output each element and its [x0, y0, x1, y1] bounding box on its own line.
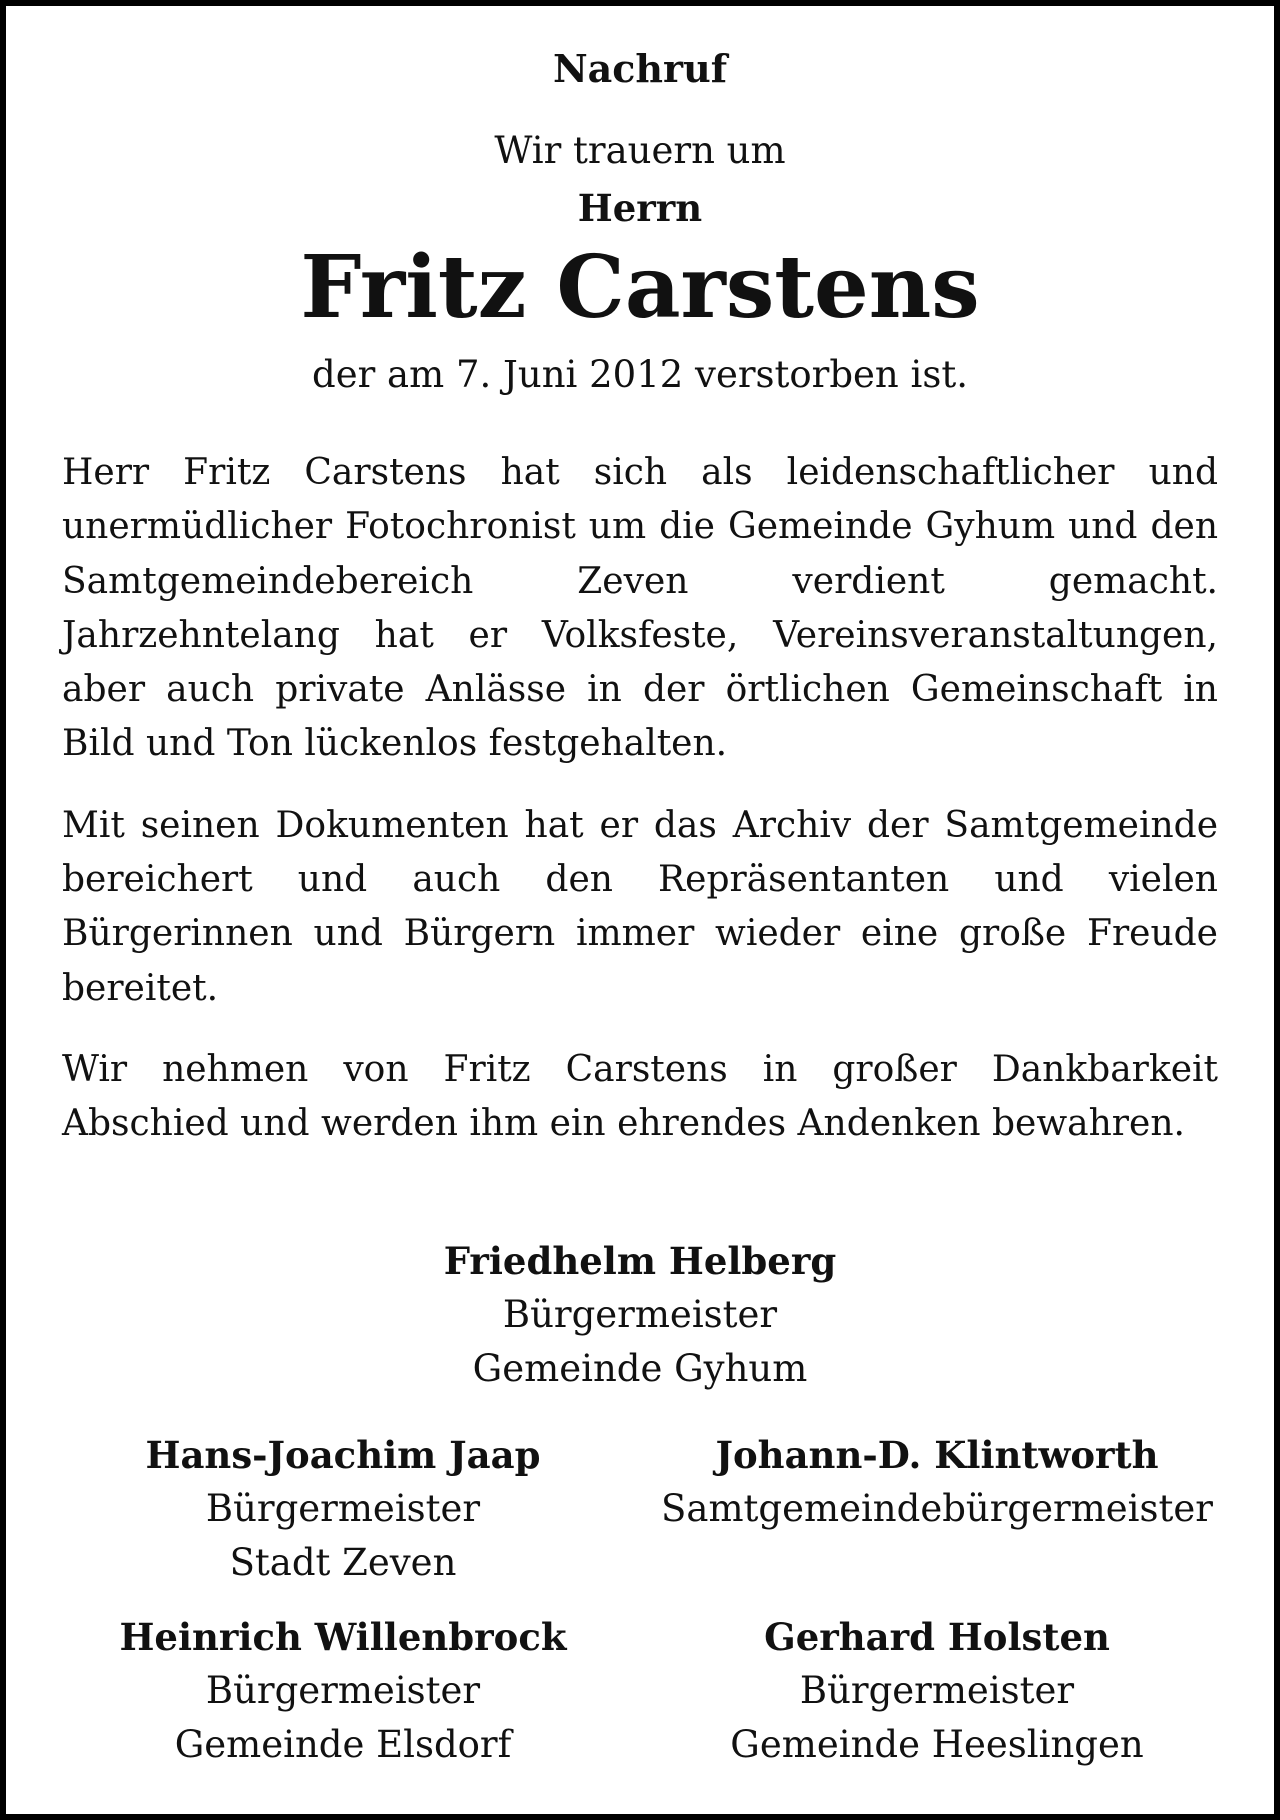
- honorific: Herrn: [577, 186, 703, 230]
- signatory-name: Heinrich Willenbrock: [119, 1615, 567, 1659]
- deceased-name: Fritz Carstens: [300, 237, 980, 338]
- body-paragraph: Herr Fritz Carstens hat sich als leidenschaftlicher und unermüdlicher Fotochronist um die Gemeinde Gyhum und den Samtgemeindebereich Zeven verdient gemacht. Jahrzehntelang hat er Volksfeste, Vereinsveranstaltungen, aber auch private Anlässe in der örtlichen Gemeinschaft in Bild und Ton lückenlos festgehalten.: [62, 452, 1218, 765]
- signatory-title: Bürgermeister: [799, 1669, 1075, 1712]
- signatory-name: Johann-D. Klintworth: [715, 1433, 1159, 1477]
- signatory: [46, 1428, 640, 1590]
- signatory: [640, 1610, 1234, 1772]
- signatory: [46, 1610, 640, 1772]
- signatory-org: Stadt Zeven: [229, 1541, 457, 1584]
- signatory-title: Bürgermeister: [205, 1487, 481, 1530]
- signatory-title: Bürgermeister: [205, 1669, 481, 1712]
- signatory-org: Gemeinde Heeslingen: [730, 1723, 1144, 1766]
- signatory-org: [640, 1536, 1234, 1590]
- intro-line: Wir trauern um: [494, 129, 786, 172]
- signatory-title: Samtgemeindebürgermeister: [661, 1487, 1213, 1530]
- signatory-name: Gerhard Holsten: [764, 1615, 1110, 1659]
- signatory-name: Friedhelm Helberg: [443, 1239, 837, 1283]
- notice-body: [62, 446, 1218, 1179]
- signatory-org: Gemeinde Elsdorf: [174, 1723, 512, 1766]
- signatory: [640, 1428, 1234, 1590]
- signatory-grid: [46, 1428, 1234, 1772]
- signatory-main: [6, 1234, 1274, 1396]
- body-paragraph: Wir nehmen von Fritz Carstens in großer Dankbarkeit Abschied und werden ihm ein ehrendes Andenken bewahren.: [62, 1048, 1218, 1145]
- notice-heading: Nachruf: [552, 46, 728, 91]
- signatory-name: Hans-Joachim Jaap: [145, 1433, 541, 1477]
- death-date-line: der am 7. Juni 2012 verstorben ist.: [312, 353, 968, 396]
- signatory-title: Bürgermeister: [502, 1293, 778, 1336]
- body-paragraph: Mit seinen Dokumenten hat er das Archiv der Samtgemeinde bereichert und auch den Repräsentanten und vielen Bürgerinnen und Bürgern immer wieder eine große Freude bereitet.: [62, 804, 1218, 1009]
- signatory-org: Gemeinde Gyhum: [472, 1347, 808, 1390]
